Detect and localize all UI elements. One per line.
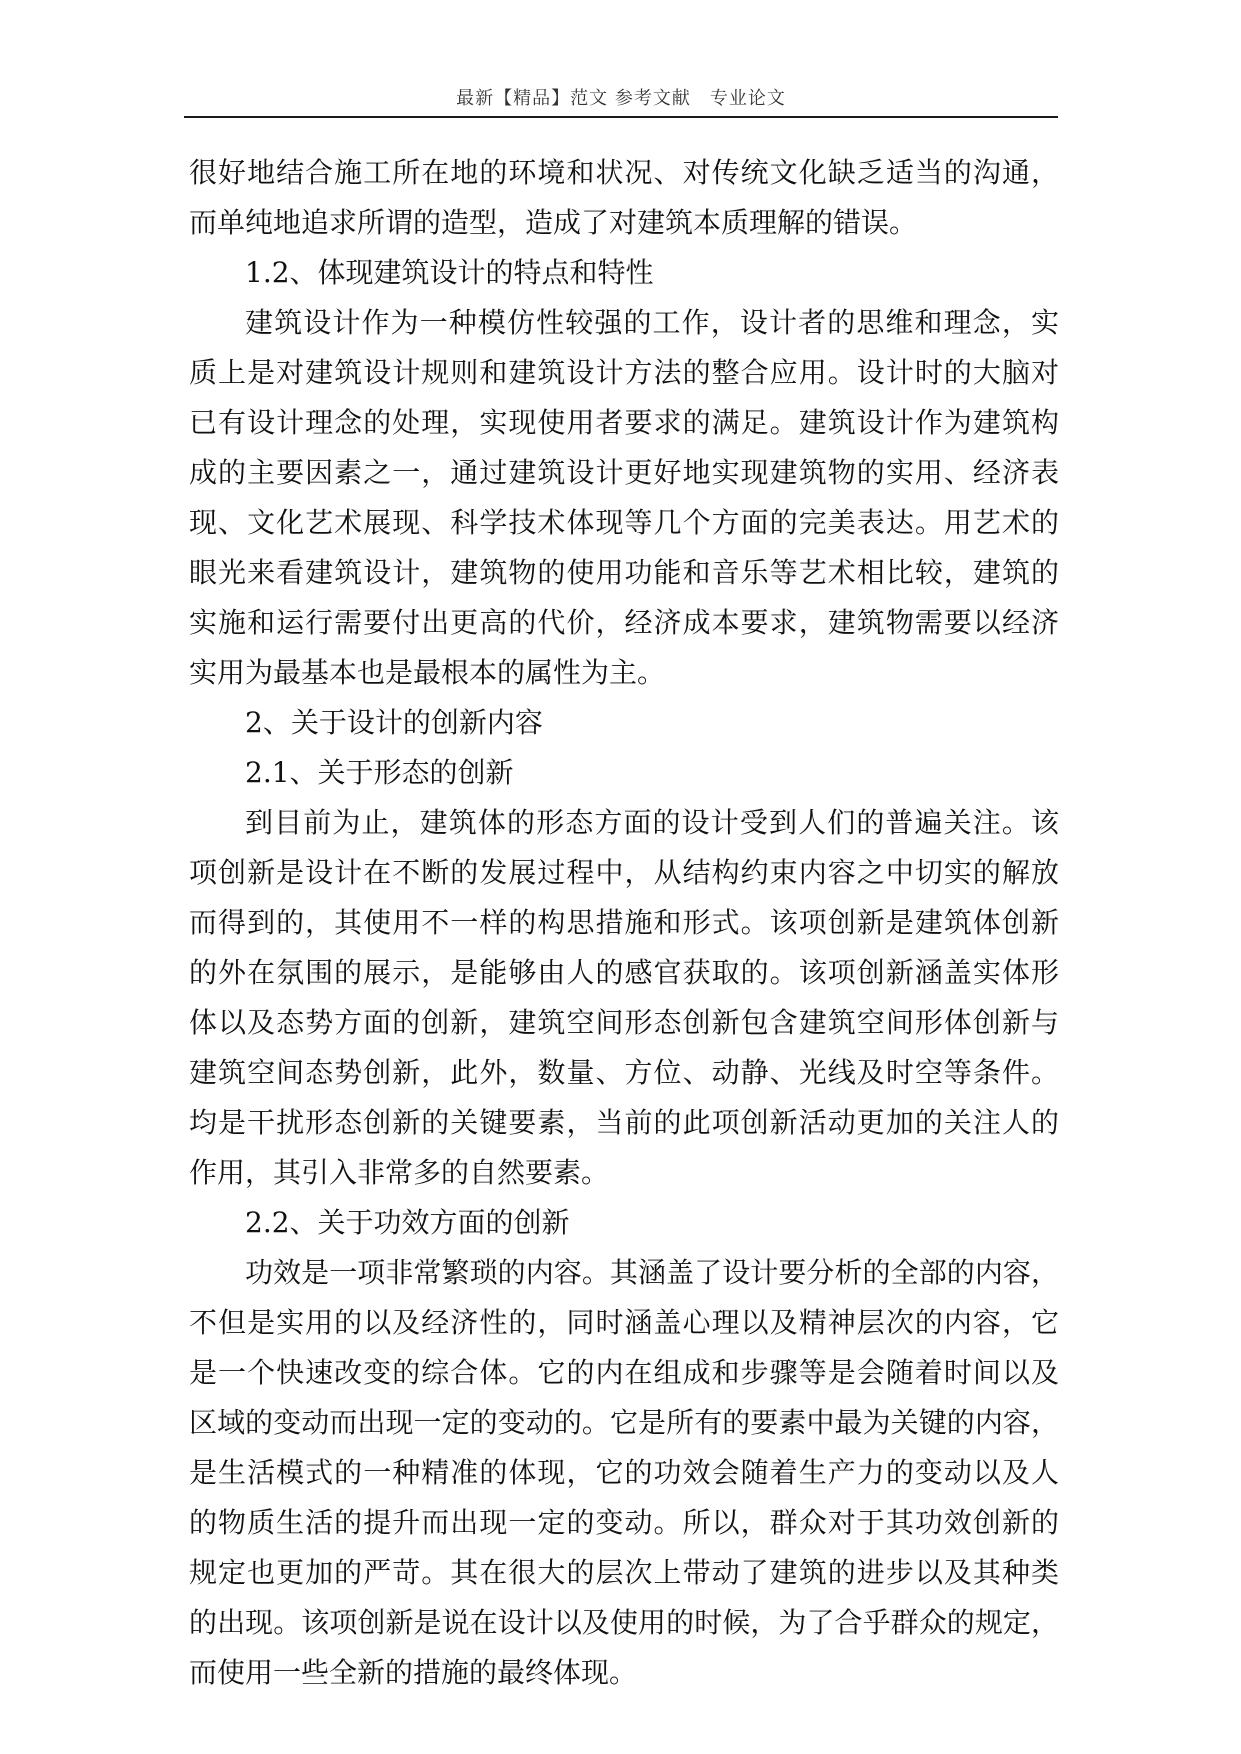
text-line: 很好地结合施工所在地的环境和状况、对传统文化缺乏适当的沟通， [189, 156, 1059, 189]
text-line: 眼光来看建筑设计，建筑物的使用功能和音乐等艺术相比较，建筑的 [189, 556, 1059, 589]
section-heading: 1.2、体现建筑设计的特点和特性 [245, 256, 654, 289]
text-line: 实用为最基本也是最根本的属性为主。 [189, 656, 666, 689]
text-line: 质上是对建筑设计规则和建筑设计方法的整合应用。设计时的大脑对 [189, 356, 1059, 389]
text-line: 作用，其引入非常多的自然要素。 [189, 1156, 610, 1189]
text-line: 的出现。该项创新是说在设计以及使用的时候，为了合乎群众的规定， [189, 1606, 1059, 1639]
text-line: 是一个快速改变的综合体。它的内在组成和步骤等是会随着时间以及 [189, 1356, 1059, 1389]
text-line: 区域的变动而出现一定的变动的。它是所有的要素中最为关键的内容， [189, 1406, 1059, 1439]
text-line: 功效是一项非常繁琐的内容。其涵盖了设计要分析的全部的内容， [245, 1256, 1059, 1289]
text-line: 的物质生活的提升而出现一定的变动。所以，群众对于其功效创新的 [189, 1506, 1059, 1539]
section-heading: 2.1、关于形态的创新 [245, 756, 514, 789]
text-line: 项创新是设计在不断的发展过程中，从结构约束内容之中切实的解放 [189, 856, 1059, 889]
text-line: 现、文化艺术展现、科学技术体现等几个方面的完美表达。用艺术的 [189, 506, 1059, 539]
text-line: 均是干扰形态创新的关键要素，当前的此项创新活动更加的关注人的 [189, 1106, 1059, 1139]
text-line: 而使用一些全新的措施的最终体现。 [189, 1656, 638, 1689]
text-line: 建筑设计作为一种模仿性较强的工作，设计者的思维和理念，实 [245, 306, 1059, 339]
text-line: 体以及态势方面的创新，建筑空间形态创新包含建筑空间形体创新与 [189, 1006, 1059, 1039]
text-line: 到目前为止，建筑体的形态方面的设计受到人们的普遍关注。该 [245, 806, 1059, 839]
text-line: 已有设计理念的处理，实现使用者要求的满足。建筑设计作为建筑构 [189, 406, 1059, 439]
header-text: 最新【精品】范文 参考文献 专业论文 [456, 88, 786, 109]
text-line: 是生活模式的一种精准的体现，它的功效会随着生产力的变动以及人 [189, 1456, 1059, 1489]
section-heading: 2、关于设计的创新内容 [245, 706, 543, 739]
text-line: 不但是实用的以及经济性的，同时涵盖心理以及精神层次的内容，它 [189, 1306, 1059, 1339]
page-header [184, 78, 1058, 118]
section-heading: 2.2、关于功效方面的创新 [245, 1206, 570, 1239]
text-line: 规定也更加的严苛。其在很大的层次上带动了建筑的进步以及其种类 [189, 1556, 1059, 1589]
text-line: 而单纯地追求所谓的造型，造成了对建筑本质理解的错误。 [189, 206, 918, 239]
text-line: 实施和运行需要付出更高的代价，经济成本要求，建筑物需要以经济 [189, 606, 1059, 639]
text-line: 成的主要因素之一，通过建筑设计更好地实现建筑物的实用、经济表 [189, 456, 1059, 489]
text-line: 的外在氛围的展示，是能够由人的感官获取的。该项创新涵盖实体形 [189, 956, 1059, 989]
document-body [189, 148, 1059, 1698]
text-line: 而得到的，其使用不一样的构思措施和形式。该项创新是建筑体创新 [189, 906, 1059, 939]
text-line: 建筑空间态势创新，此外，数量、方位、动静、光线及时空等条件。 [189, 1056, 1059, 1089]
